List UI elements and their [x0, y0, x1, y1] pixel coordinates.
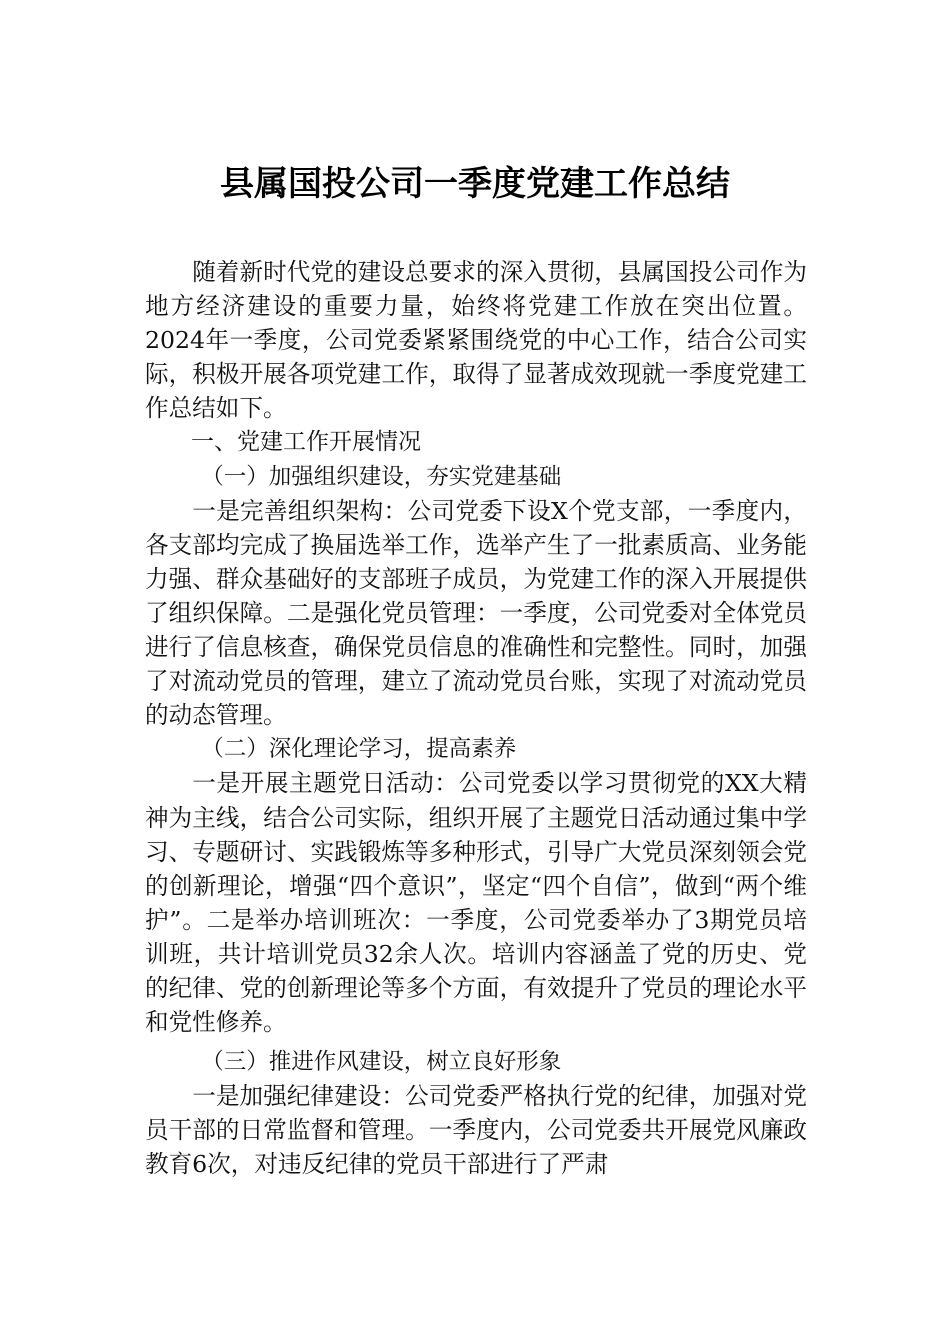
document-title: 县属国投公司一季度党建工作总结: [220, 164, 730, 204]
subsection-heading-2: （二）深化理论学习，提高素养: [201, 736, 517, 763]
subsection-body-3: 一是加强纪律建设：公司党委严格执行党的纪律，加强对党员干部的日常监督和管理。一季度内，公司党委共开展党风廉政教育6次，对违反纪律的党员干部进行了严肃: [145, 1082, 807, 1179]
intro-paragraph: 随着新时代党的建设总要求的深入贯彻，县属国投公司作为地方经济建设的重要力量，始终将党建工作放在突出位置。2024年一季度，公司党委紧紧围绕党的中心工作，结合公司实际，积极开展各项党建工作，取得了显著成效现就一季度党建工作总结如下。: [145, 258, 807, 423]
section-heading: 一、党建工作开展情况: [191, 429, 421, 456]
document-body: [145, 255, 807, 1182]
subsection-body-2: 一是开展主题党日活动：公司党委以学习贯彻党的XX大精神为主线，结合公司实际，组织开展了主题党日活动通过集中学习、专题研讨、实践锻炼等多种形式，引导广大党员深刻领会党的创新理论，增强“四个意识”，坚定“四个自信”，做到“两个维护”。二是举办培训班次：一季度，公司党委举办了3期党员培训班，共计培训党员32余人次。培训内容涵盖了党的历史、党的纪律、党的创新理论等多个方面，有效提升了党员的理论水平和党性修养。: [145, 769, 807, 1037]
subsection-heading-3: （三）推进作风建设，树立良好形象: [201, 1049, 562, 1076]
subsection-heading-1: （一）加强组织建设，夯实党建基础: [201, 463, 562, 490]
subsection-body-1: 一是完善组织架构：公司党委下设X个党支部，一季度内，各支部均完成了换届选举工作，选举产生了一批素质高、业务能力强、群众基础好的支部班子成员，为党建工作的深入开展提供了组织保障。二是强化党员管理：一季度，公司党委对全体党员进行了信息核查，确保党员信息的准确性和完整性。同时，加强了对流动党员的管理，建立了流动党员台账，实现了对流动党员的动态管理。: [145, 496, 807, 730]
